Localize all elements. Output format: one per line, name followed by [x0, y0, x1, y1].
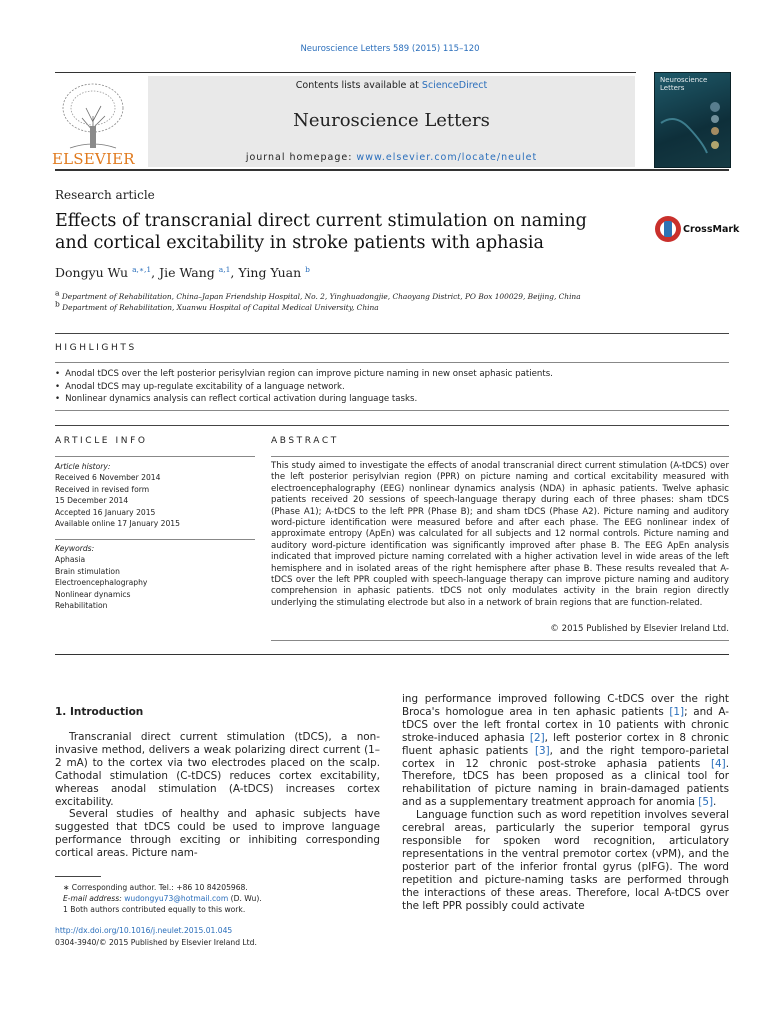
text-run: ; and A-tDCS over the left frontal cortex in 10 patients with chronic stroke-induced aphasia — [402, 705, 729, 744]
citation-ref[interactable]: [2] — [529, 731, 545, 744]
keywords-label: Keywords: — [55, 544, 95, 553]
keyword: Brain stimulation — [55, 566, 120, 576]
body-left-column — [55, 731, 380, 860]
abstract-heading: ABSTRACT — [271, 436, 339, 446]
divider — [55, 654, 729, 655]
divider — [55, 456, 255, 457]
divider — [55, 410, 729, 411]
footnote-equal: 1 Both authors contributed equally to this work. — [63, 905, 246, 914]
body-paragraph — [402, 693, 729, 809]
affil-marker: a — [55, 288, 60, 298]
divider — [55, 425, 729, 426]
text-run: , and the right temporo-parietal cortex in 12 chronic post-stroke aphasia patients — [402, 744, 729, 770]
history-line: Available online 17 January 2015 — [55, 519, 180, 529]
article-info-heading: ARTICLE INFO — [55, 436, 148, 446]
text-run: . — [713, 796, 717, 809]
keyword: Aphasia — [55, 555, 86, 565]
doi-link[interactable]: http://dx.doi.org/10.1016/j.neulet.2015.01.045 — [55, 926, 233, 935]
email-suffix: (D. Wu). — [228, 894, 262, 903]
journal-homepage — [148, 152, 635, 163]
keyword: Rehabilitation — [55, 601, 108, 611]
contents-prefix: Contents lists available at — [295, 80, 422, 91]
body-paragraph: Several studies of healthy and aphasic subjects have suggested that tDCS could be used to improve language performance through exciting or inhibiting corresponding cortical areas. Picture nam- — [55, 808, 380, 860]
footnote-email — [55, 893, 380, 904]
abstract-text: This study aimed to investigate the effects of anodal transcranial direct current stimulation (A-tDCS) over the left posterior perisylvian region (PPR) on picture naming and cortical excitability measured with electroencephalography (EEG) nonlinear dynamics analysis (NDA) in aphasic patients. Twelve aphasic patients received 20 sessions of speech-language therapy during each of three phases: sham tDCS (Phase A1); A-tDCS to the left PPR (Phase B); and sham tDCS (Phase A2). Picture naming and auditory word-picture identification were measured before and after each phase. The EEG nonlinear index of approximate entropy (ApEn) was calculated for all subjects and 12 normal controls. Picture naming and auditory word-picture identification was significantly improved after phase B. The EEG ApEn analysis indicated that improved picture naming correlated with a higher activation level in wide areas of the left hemisphere and in isolated areas of the right hemisphere after phase B. These results revealed that A-tDCS over the left PPR coupled with speech-language therapy can improve picture naming and auditory comprehension in aphasic patients. tDCS not only modulates activity in the brain region directly underlying the stimulating electrode but also in a network of brain regions that are function-related. — [271, 461, 729, 608]
text-run: ing performance improved following C-tDCS over the right Broca's homologue area in ten aphasic patients — [402, 693, 729, 718]
history-line: Received in revised form — [55, 484, 150, 494]
citation-ref[interactable]: [3] — [534, 744, 550, 757]
issn-line: 0304-3940/© 2015 Published by Elsevier Ireland Ltd. — [55, 938, 257, 947]
article-type: Research article — [55, 188, 155, 202]
homepage-link[interactable]: www.elsevier.com/locate/neulet — [356, 152, 538, 163]
footnotes — [55, 882, 380, 915]
footnote-rule — [55, 876, 101, 877]
homepage-prefix: journal homepage: — [245, 152, 357, 163]
divider — [55, 539, 255, 540]
author-affil-sup[interactable]: a,1 — [218, 264, 231, 274]
author-name: Ying Yuan — [238, 265, 302, 280]
author-list: Dongyu Wu $^{a,∗,1}$, Jie Wang $^{a,1}$, Ying Yuan $^b$ — [55, 264, 310, 280]
email-link[interactable]: wudongyu73@hotmail.com — [124, 894, 229, 903]
author-name: Dongyu Wu — [55, 265, 129, 280]
crossmark-label[interactable]: CrossMark — [683, 224, 740, 235]
affiliation-b — [55, 299, 379, 312]
citation-ref[interactable]: [1] — [669, 705, 685, 718]
highlight-item: • Anodal tDCS may up-regulate excitability of a language network. — [55, 381, 729, 394]
citation-ref[interactable]: [4] — [710, 757, 726, 770]
keyword: Nonlinear dynamics — [55, 589, 131, 599]
author-affil-sup[interactable]: a,∗,1 — [132, 264, 152, 274]
citation-ref[interactable]: [5] — [698, 796, 713, 809]
text-run: . Therefore, tDCS has been proposed as a clinical tool for rehabilitation of picture naming in brain-damaged patients and as a supplementary treatment approach for anomia — [402, 757, 729, 809]
abstract-copyright: © 2015 Published by Elsevier Ireland Ltd. — [550, 624, 729, 634]
divider — [271, 456, 729, 457]
email-label: E-mail address: — [63, 894, 125, 903]
author-name: Jie Wang — [159, 265, 215, 280]
article-title: Effects of transcranial direct current stimulation on naming and cortical excitability in stroke patients with aphasia — [55, 211, 587, 253]
sciencedirect-link[interactable]: ScienceDirect — [421, 80, 488, 91]
divider — [55, 333, 729, 334]
contents-line — [148, 80, 635, 91]
journal-title: Neuroscience Letters — [293, 110, 490, 131]
history-line: Received 6 November 2014 — [55, 473, 161, 483]
cover-title: Neuroscience Letters — [660, 76, 708, 92]
article-history — [55, 461, 255, 529]
affil-text: Department of Rehabilitation, China–Japan Friendship Hospital, No. 2, Yinghuadongjie, Chaoyang District, PO Box 100029, Beijing, China — [61, 292, 581, 301]
divider — [55, 362, 729, 363]
affil-text: Department of Rehabilitation, Xuanwu Hospital of Capital Medical University, China — [62, 303, 379, 312]
body-paragraph: Language function such as word repetition involves several cerebral areas, particularly the superior temporal gyrus responsible for spoken word recognition, articulatory representations in the ventral premotor cortex (vPM), and the posterior part of the inferior frontal gyrus (pIFG). The word repetition and picture-naming tasks are performed through the interactions of these areas. Therefore, local A-tDCS over the left PPR possibly could activate — [402, 809, 729, 912]
keyword: Electroencephalography — [55, 578, 148, 588]
body-paragraph: Transcranial direct current stimulation (tDCS), a non-invasive method, delivers a weak polarizing direct current (1–2 mA) to the cortex via two electrodes placed on the scalp. Cathodal stimulation (C-tDCS) reduces cortex excitability, whereas anodal stimulation (A-tDCS) increases cortex excitability. — [55, 731, 380, 808]
history-label: Article history: — [55, 462, 111, 471]
text-run: , left posterior cortex in 8 chronic fluent aphasic patients — [402, 731, 729, 757]
journal-citation[interactable]: Neuroscience Letters 589 (2015) 115–120 — [300, 44, 480, 54]
elsevier-wordmark: ELSEVIER — [52, 150, 135, 168]
body-right-column — [402, 693, 729, 912]
divider — [271, 640, 729, 641]
header-top-rule — [55, 72, 636, 73]
highlights-heading: HIGHLIGHTS — [55, 343, 137, 353]
affiliation-a — [55, 288, 581, 301]
history-line: Accepted 16 January 2015 — [55, 507, 156, 517]
author-affil-sup[interactable]: b — [305, 264, 310, 274]
section-heading: 1. Introduction — [55, 706, 144, 718]
history-line: 15 December 2014 — [55, 496, 129, 506]
footnote-corresponding: ∗ Corresponding author. Tel.: +86 10 84205968. — [63, 883, 248, 892]
highlight-item: • Anodal tDCS over the left posterior perisylvian region can improve picture naming in new onset aphasic patients. — [55, 368, 729, 381]
highlights-list — [55, 368, 729, 406]
keywords — [55, 543, 255, 611]
header-bottom-rule — [55, 169, 729, 171]
affil-marker: b — [55, 299, 60, 309]
highlight-item: • Nonlinear dynamics analysis can reflect cortical activation during language tasks. — [55, 393, 729, 406]
